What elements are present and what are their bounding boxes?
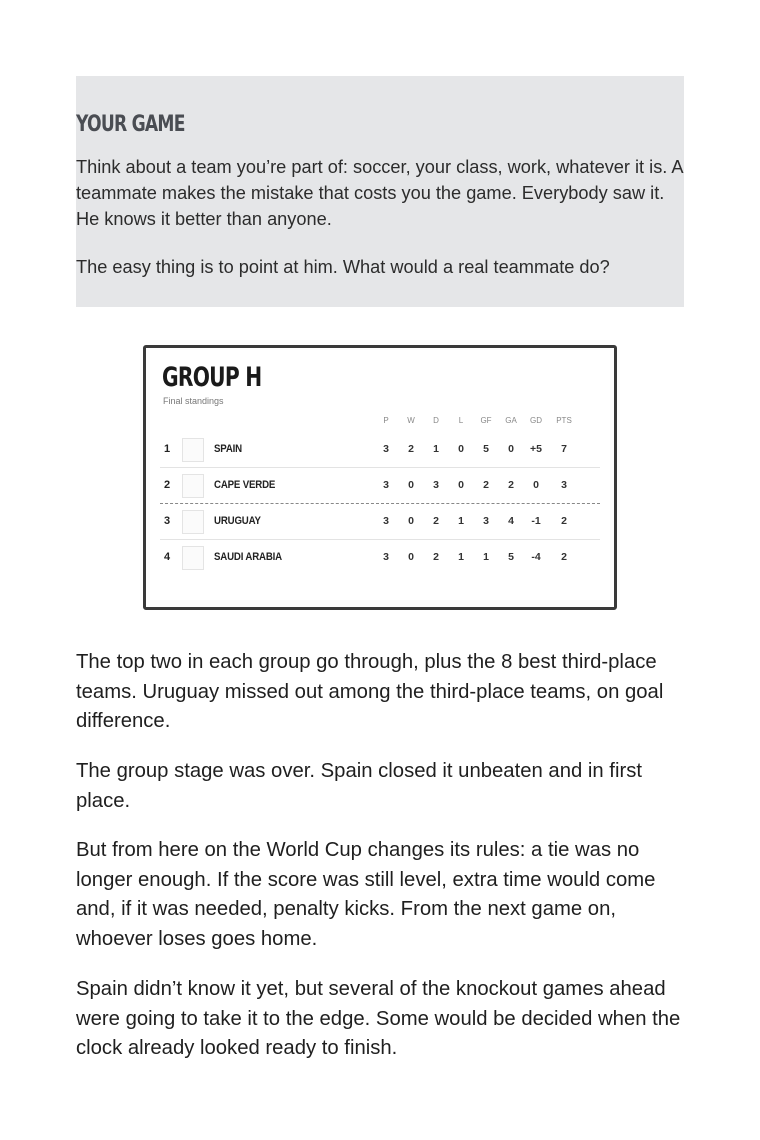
group-title: GROUP H [162,362,262,393]
body-paragraph: But from here on the World Cup changes its rules: a tie was no longer enough. If the score was still level, extra time would come and, if it was needed, penalty kicks. From the next game on, whoever loses goes home. [76,839,656,950]
team-name: CAPE VERDE [214,479,276,491]
stat-won: 2 [408,443,414,455]
column-header: L [458,416,464,425]
team-name: SPAIN [214,443,242,455]
column-header: GF [480,416,492,425]
team-position: 2 [164,479,171,491]
stat-goals-for: 1 [483,551,489,563]
callout-paragraph: The easy thing is to point at him. What would a real teammate do? [76,257,610,277]
stat-goals-against: 5 [508,551,514,563]
stat-points: 3 [561,479,567,491]
stat-points: 2 [561,515,567,527]
callout-title: YOUR GAME [76,112,185,137]
stat-goal-difference: -4 [531,551,541,563]
column-header: GD [530,416,542,425]
stat-drawn: 1 [433,443,439,455]
column-header: PTS [556,416,572,425]
table-row [160,432,600,468]
team-position: 4 [164,551,171,563]
team-crest-icon [182,474,204,498]
stat-played: 3 [383,551,389,563]
stat-played: 3 [383,515,389,527]
column-header: P [383,416,389,425]
team-position: 3 [164,515,171,527]
team-crest-icon [182,438,204,462]
stat-goal-difference: 0 [533,479,539,491]
stat-goals-against: 2 [508,479,514,491]
stat-played: 3 [383,479,389,491]
stat-goals-against: 0 [508,443,514,455]
stat-goal-difference: -1 [531,515,541,527]
column-header: GA [505,416,517,425]
stat-points: 7 [561,443,567,455]
stat-won: 0 [408,515,414,527]
body-paragraph: The top two in each group go through, plus the 8 best third-place teams. Uruguay missed out among the third-place teams, on goal difference. [76,651,664,732]
body-paragraph: The group stage was over. Spain closed it unbeaten and in first place. [76,760,642,812]
table-row [160,540,600,576]
stat-played: 3 [383,443,389,455]
stat-goal-difference: +5 [530,443,542,455]
table-row [160,504,600,540]
team-crest-icon [182,546,204,570]
team-crest-icon [182,510,204,534]
stat-won: 0 [408,479,414,491]
stat-lost: 1 [458,515,464,527]
team-position: 1 [164,443,171,455]
stat-lost: 1 [458,551,464,563]
stat-drawn: 3 [433,479,439,491]
stat-goals-for: 3 [483,515,489,527]
stat-points: 2 [561,551,567,563]
stat-goals-for: 5 [483,443,489,455]
callout-paragraph: Think about a team you’re part of: soccer, your class, work, whatever it is. A teammate makes the mistake that costs you the game. Everybody saw it. He knows it better than anyone. [76,157,683,229]
stat-goals-for: 2 [483,479,489,491]
your-game-callout [76,76,684,307]
stat-drawn: 2 [433,515,439,527]
stat-goals-against: 4 [508,515,514,527]
table-row [160,468,600,504]
column-header: W [407,416,415,425]
team-name: SAUDI ARABIA [214,551,282,563]
column-header: D [433,416,439,425]
body-paragraph: Spain didn’t know it yet, but several of the knockout games ahead were going to take it to the edge. Some would be decided when the clock already looked ready to finish. [76,978,681,1059]
team-name: URUGUAY [214,515,261,527]
group-standings-table [143,345,617,610]
stat-lost: 0 [458,479,464,491]
stat-won: 0 [408,551,414,563]
stat-lost: 0 [458,443,464,455]
standings-subtitle: Final standings [163,396,224,406]
stat-drawn: 2 [433,551,439,563]
